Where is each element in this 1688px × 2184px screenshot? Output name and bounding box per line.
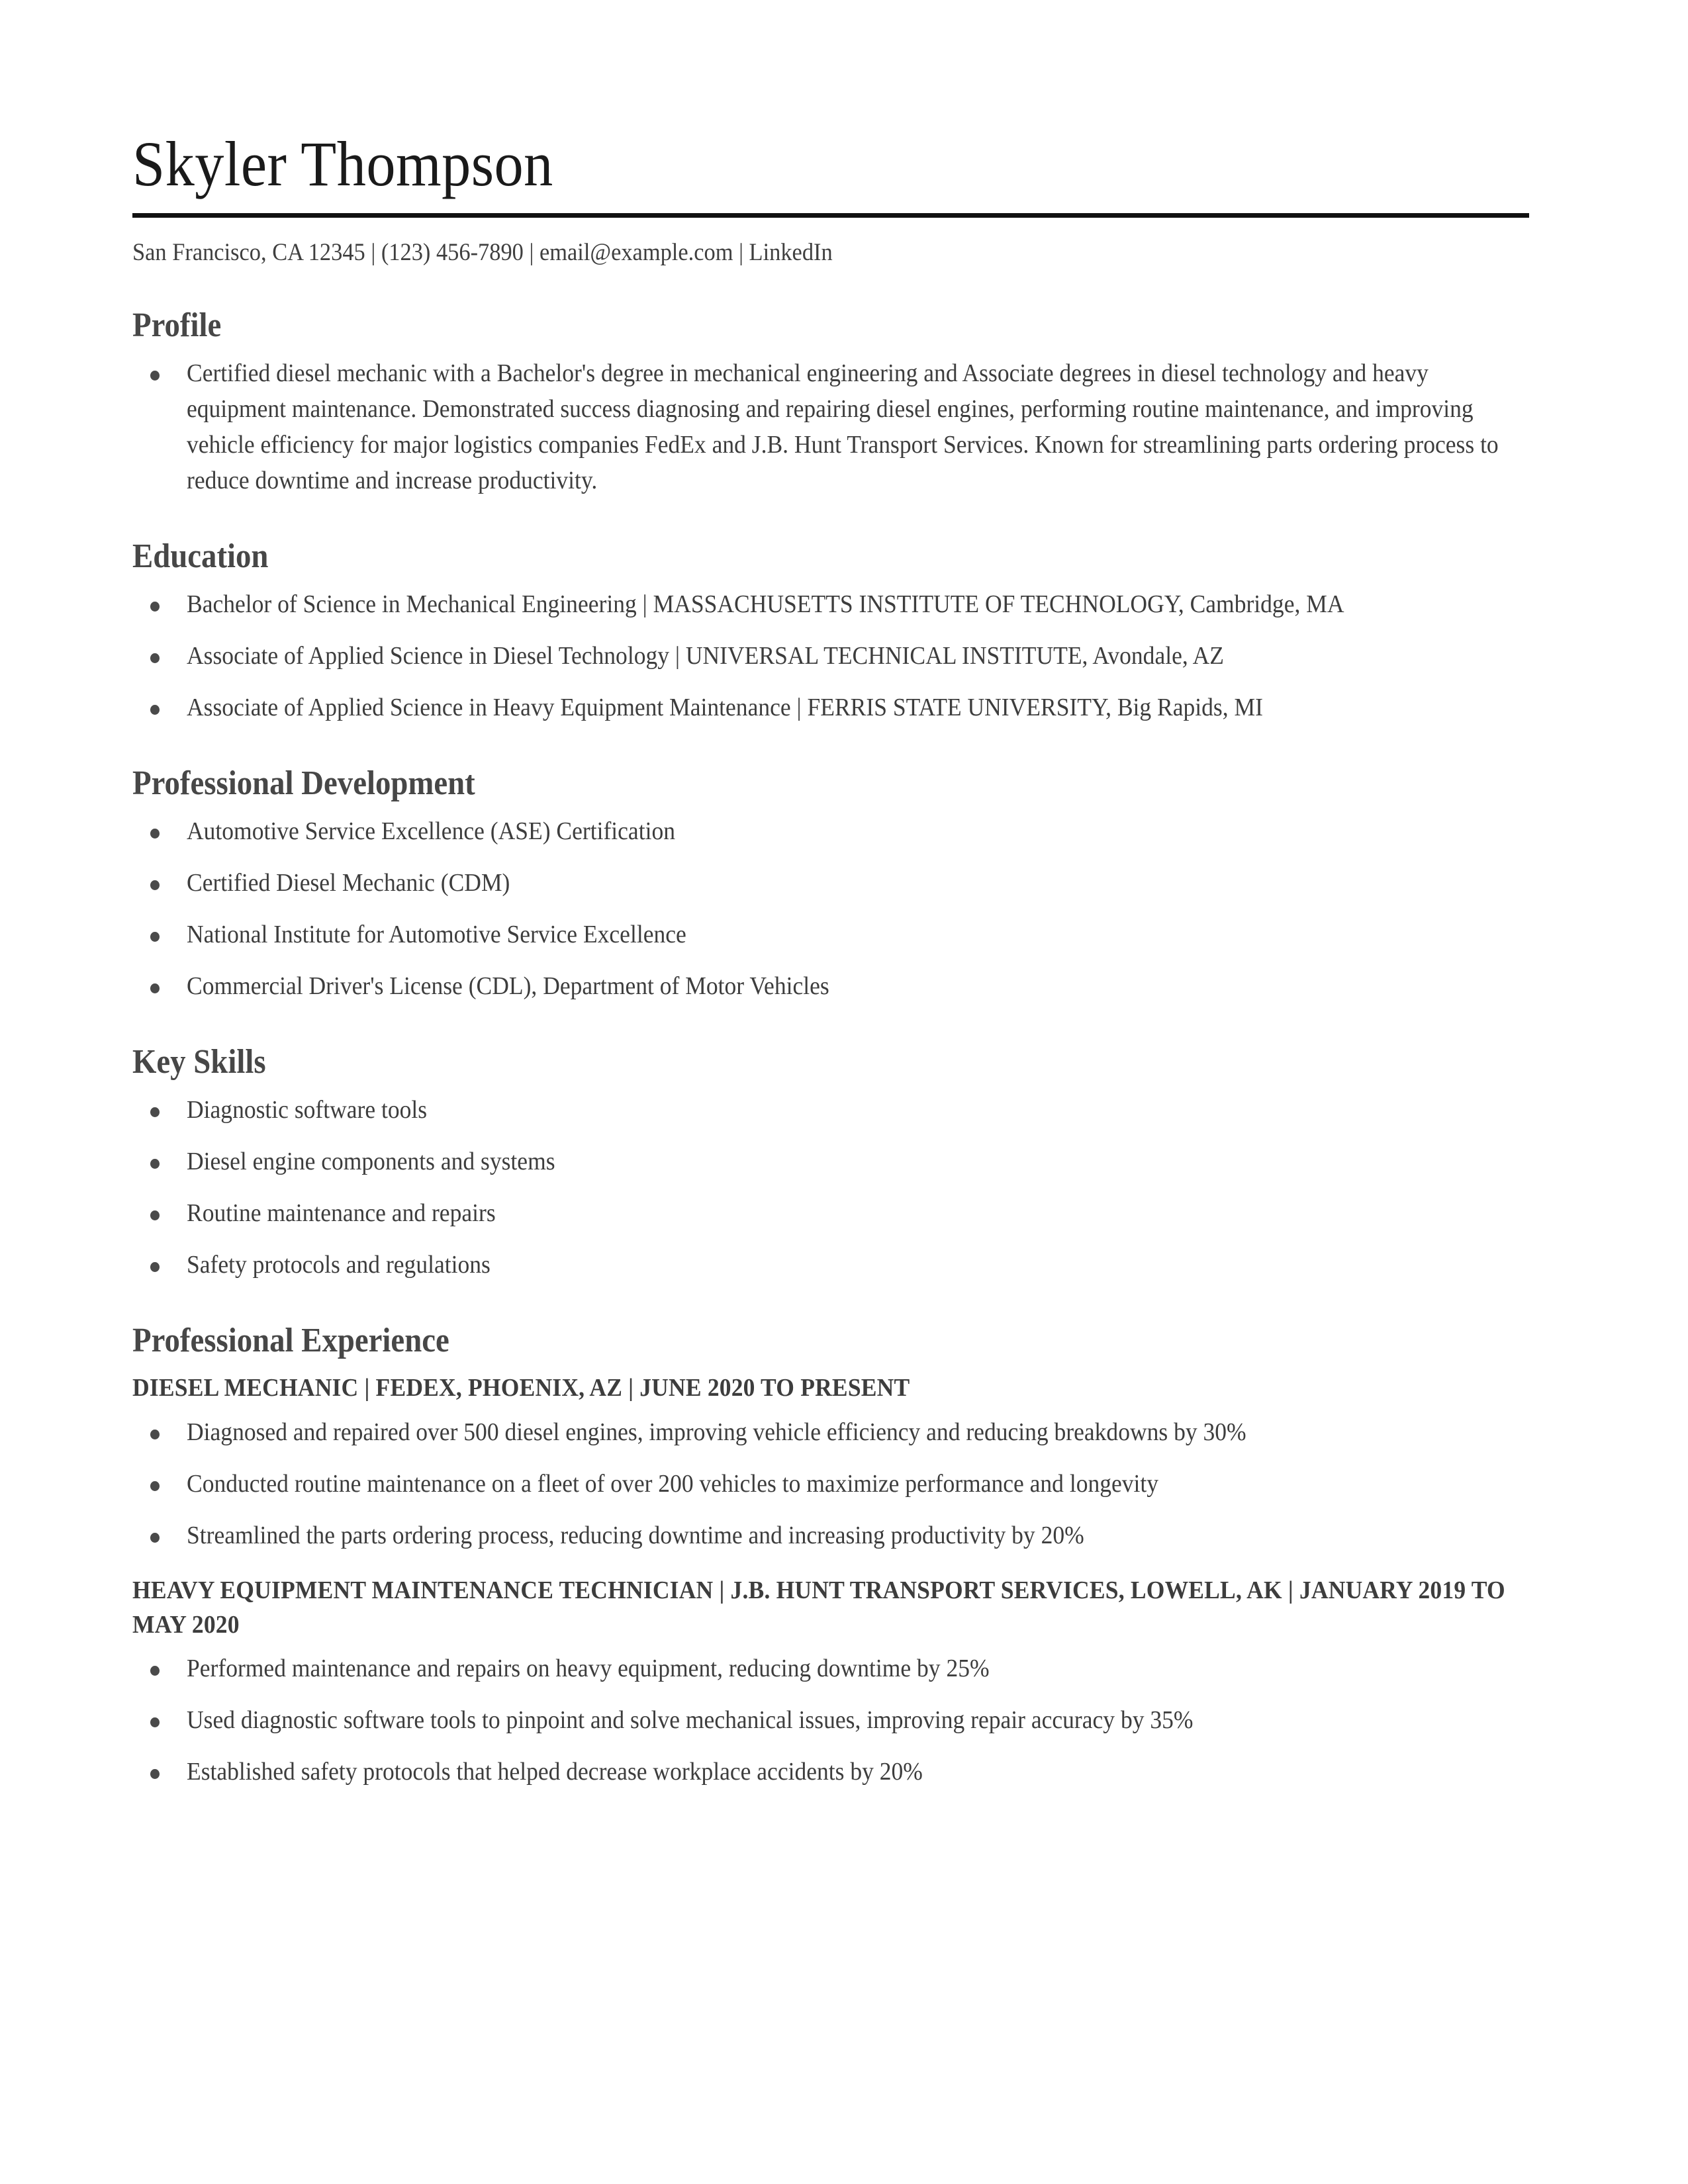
job-bullet-list	[132, 1651, 1529, 1790]
section-professional-experience	[132, 1322, 1529, 1790]
job-entry	[132, 1371, 1529, 1554]
job-entry	[132, 1574, 1529, 1790]
contact-line: San Francisco, CA 12345 | (123) 456-7890 | email@example.com | LinkedIn	[132, 239, 833, 266]
section-title-key-skills: Key Skills	[132, 1043, 266, 1081]
education-entry: Associate of Applied Science in Diesel Technology | UNIVERSAL TECHNICAL INSTITUTE, Avondale, AZ	[187, 642, 1225, 670]
job-achievement: Diagnosed and repaired over 500 diesel engines, improving vehicle efficiency and reducing breakdowns by 30%	[187, 1418, 1246, 1447]
education-entry: Associate of Applied Science in Heavy Equipment Maintenance | FERRIS STATE UNIVERSITY, Big Rapids, MI	[187, 694, 1263, 722]
list-item	[132, 866, 1529, 901]
job-bullet-list	[132, 1415, 1529, 1554]
list-item	[132, 1093, 1529, 1128]
key-skills-bullet-list	[132, 1093, 1529, 1283]
professional-development-bullet-list	[132, 814, 1529, 1005]
job-heading	[132, 1371, 1529, 1406]
list-item	[132, 1196, 1529, 1232]
list-item	[132, 639, 1529, 674]
list-item	[132, 587, 1529, 623]
list-item	[132, 1144, 1529, 1180]
job-achievement: Established safety protocols that helped decrease workplace accidents by 20%	[187, 1758, 923, 1786]
list-item	[132, 1651, 1529, 1687]
section-title-professional-experience: Professional Experience	[132, 1322, 449, 1360]
list-item	[132, 1415, 1529, 1451]
list-item	[132, 690, 1529, 726]
profile-bullet-list	[132, 356, 1529, 499]
section-title-professional-development: Professional Development	[132, 764, 475, 803]
resume-content	[132, 128, 1529, 1790]
skill-entry: Routine maintenance and repairs	[187, 1199, 496, 1228]
job-achievement: Performed maintenance and repairs on heavy equipment, reducing downtime by 25%	[187, 1655, 990, 1683]
section-key-skills	[132, 1043, 1529, 1283]
resume-header	[132, 128, 1529, 268]
skill-entry: Diesel engine components and systems	[187, 1148, 555, 1176]
job-heading-text: HEAVY EQUIPMENT MAINTENANCE TECHNICIAN | J.B. HUNT TRANSPORT SERVICES, LOWELL, AK | JANUARY 2019 TO MAY 2020	[132, 1576, 1505, 1639]
section-education	[132, 537, 1529, 726]
education-entry: Bachelor of Science in Mechanical Engineering | MASSACHUSETTS INSTITUTE OF TECHNOLOGY, Cambridge, MA	[187, 590, 1344, 619]
section-title-profile: Profile	[132, 306, 222, 345]
list-item	[132, 1518, 1529, 1554]
certification-entry: Commercial Driver's License (CDL), Department of Motor Vehicles	[187, 972, 829, 1001]
skill-entry: Safety protocols and regulations	[187, 1251, 491, 1279]
job-achievement: Streamlined the parts ordering process, reducing downtime and increasing productivity by 20%	[187, 1522, 1084, 1550]
list-item	[132, 1248, 1529, 1283]
list-item	[132, 356, 1529, 499]
profile-summary-text: Certified diesel mechanic with a Bachelor's degree in mechanical engineering and Associate degrees in diesel technology and heavy equipment maintenance. Demonstrated success diagnosing and repairing diesel engines, performing routine maintenance, and improving vehicle efficiency for major logistics companies FedEx and J.B. Hunt Transport Services. Known for streamlining parts ordering process to reduce downtime and increase productivity.	[187, 359, 1499, 495]
section-professional-development	[132, 764, 1529, 1005]
job-achievement: Conducted routine maintenance on a fleet of over 200 vehicles to maximize performance and longevity	[187, 1470, 1159, 1498]
list-item	[132, 1703, 1529, 1739]
header-divider-rule	[132, 213, 1529, 218]
section-title-education: Education	[132, 537, 269, 576]
list-item	[132, 1467, 1529, 1502]
job-achievement: Used diagnostic software tools to pinpoint and solve mechanical issues, improving repair accuracy by 35%	[187, 1706, 1194, 1735]
skill-entry: Diagnostic software tools	[187, 1096, 428, 1124]
certification-entry: Certified Diesel Mechanic (CDM)	[187, 869, 510, 897]
job-heading-text: DIESEL MECHANIC | FEDEX, PHOENIX, AZ | JUNE 2020 TO PRESENT	[132, 1374, 910, 1402]
job-heading	[132, 1574, 1529, 1642]
list-item	[132, 1754, 1529, 1790]
certification-entry: National Institute for Automotive Service Excellence	[187, 921, 686, 949]
education-bullet-list	[132, 587, 1529, 726]
section-profile	[132, 306, 1529, 499]
list-item	[132, 917, 1529, 953]
candidate-name: Skyler Thompson	[132, 128, 553, 199]
list-item	[132, 969, 1529, 1005]
list-item	[132, 814, 1529, 850]
certification-entry: Automotive Service Excellence (ASE) Certification	[187, 817, 675, 846]
